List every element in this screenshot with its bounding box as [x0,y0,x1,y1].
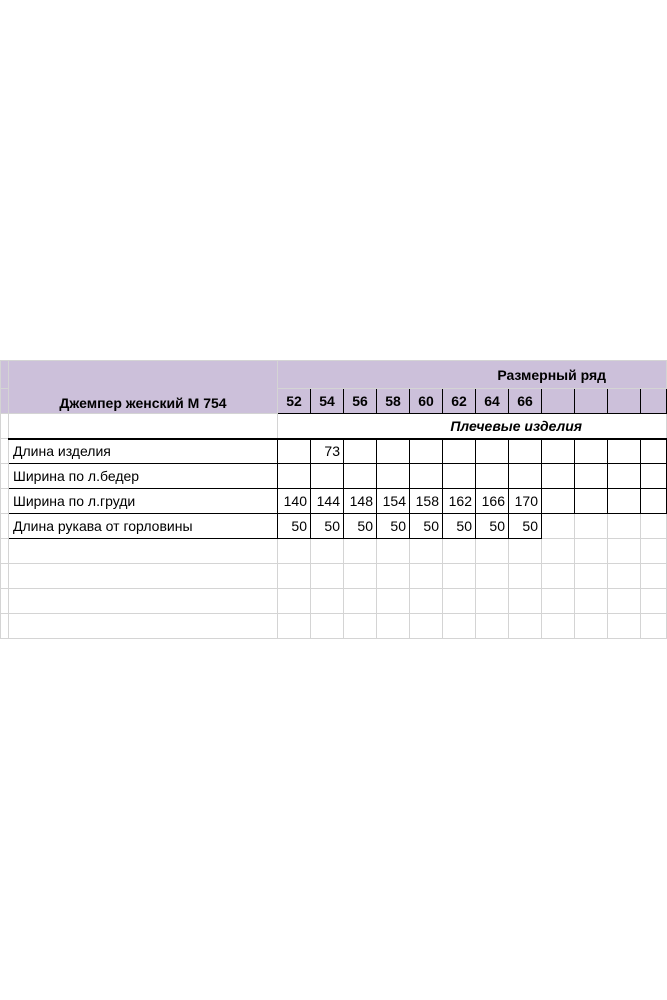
value-cell[interactable] [608,489,641,514]
cell[interactable] [641,564,667,589]
value-cell[interactable] [476,489,509,514]
value-cell[interactable] [542,439,575,464]
cell[interactable] [9,564,278,589]
size-value: 54 [319,393,335,409]
value-cell[interactable] [443,464,476,489]
value-cell[interactable] [575,464,608,489]
size-cell-empty[interactable] [575,389,608,414]
cell[interactable] [1,614,9,639]
value-cell[interactable] [311,464,344,489]
value-cell[interactable] [641,464,667,489]
size-cell-empty[interactable] [542,389,575,414]
cell[interactable] [608,614,641,639]
value-cell[interactable] [377,439,410,464]
cell[interactable] [443,564,476,589]
value-cell[interactable] [344,439,377,464]
cell[interactable] [542,614,575,639]
value-cell[interactable] [344,489,377,514]
value: 73 [324,443,340,460]
value: 158 [415,493,439,509]
value: 154 [382,493,406,509]
cell[interactable] [641,514,667,539]
product-label-cell[interactable] [9,361,278,414]
size-cell-empty[interactable] [608,389,641,414]
cell[interactable] [377,614,410,639]
cell[interactable] [641,614,667,639]
value-cell[interactable] [608,464,641,489]
cell[interactable] [476,564,509,589]
size-chart-table [0,360,667,639]
cell[interactable] [608,564,641,589]
cell[interactable] [278,539,311,564]
value: 148 [349,493,373,509]
cell[interactable] [410,539,443,564]
empty-row [1,614,667,639]
value: 50 [357,518,373,534]
table-row [1,439,667,464]
row-label: Длина изделия [13,443,111,460]
cell[interactable] [278,589,311,614]
size-cell[interactable] [278,389,311,414]
value-cell[interactable] [377,514,410,539]
value: 50 [456,518,472,534]
cell[interactable] [1,361,9,389]
size-range-title-cell[interactable] [278,361,667,389]
cell[interactable] [377,564,410,589]
value: 144 [316,493,340,509]
size-value: 56 [352,393,368,409]
category-cell[interactable] [278,414,667,439]
cell[interactable] [410,614,443,639]
cell[interactable] [476,539,509,564]
cell[interactable] [344,564,377,589]
value: 50 [291,518,307,534]
size-range-title: Размерный ряд [497,366,607,383]
row-label-cell[interactable] [9,514,278,539]
row-label-cell[interactable] [9,464,278,489]
cell[interactable] [1,539,9,564]
value-cell[interactable] [278,514,311,539]
cell[interactable] [344,614,377,639]
cell[interactable] [476,614,509,639]
value-cell[interactable] [575,489,608,514]
cell[interactable] [542,589,575,614]
cell[interactable] [410,564,443,589]
value-cell[interactable] [575,439,608,464]
value: 50 [390,518,406,534]
cell[interactable] [344,589,377,614]
cell[interactable] [1,514,9,539]
cell[interactable] [443,614,476,639]
size-cell[interactable] [509,389,542,414]
cell[interactable] [1,564,9,589]
value-cell[interactable] [476,514,509,539]
row-label: Длина рукава от горловины [13,518,193,534]
size-value: 64 [484,393,500,409]
category-label: Плечевые изделия [450,417,583,434]
size-value: 66 [517,393,533,409]
cell[interactable] [311,589,344,614]
value: 140 [283,493,307,509]
empty-row [1,564,667,589]
value-cell[interactable] [278,489,311,514]
value-cell[interactable] [509,514,542,539]
size-cell[interactable] [377,389,410,414]
size-value: 52 [286,393,302,409]
cell[interactable] [608,539,641,564]
value-cell[interactable] [410,439,443,464]
cell[interactable] [575,589,608,614]
value-cell[interactable] [443,514,476,539]
cell[interactable] [608,514,641,539]
cell[interactable] [575,539,608,564]
value-cell[interactable] [410,464,443,489]
cell[interactable] [9,414,278,439]
size-cell[interactable] [344,389,377,414]
value-cell[interactable] [509,439,542,464]
size-cell[interactable] [476,389,509,414]
cell[interactable] [410,589,443,614]
value-cell[interactable] [344,464,377,489]
spreadsheet-area [0,360,667,642]
value-cell[interactable] [641,439,667,464]
cell[interactable] [377,589,410,614]
table-row [1,514,667,539]
cell[interactable] [476,589,509,614]
table-row [1,464,667,489]
cell[interactable] [443,539,476,564]
cell[interactable] [1,414,9,439]
row-label-cell[interactable] [9,439,278,464]
category-row [1,414,667,439]
cell[interactable] [9,589,278,614]
size-value: 62 [451,393,467,409]
size-cell[interactable] [311,389,344,414]
size-cell[interactable] [410,389,443,414]
cell[interactable] [509,614,542,639]
cell[interactable] [1,489,9,514]
value: 50 [423,518,439,534]
size-value: 60 [418,393,434,409]
value-cell[interactable] [311,439,344,464]
value-cell[interactable] [344,514,377,539]
cell[interactable] [1,439,9,464]
cell[interactable] [1,589,9,614]
cell[interactable] [311,614,344,639]
cell[interactable] [542,564,575,589]
cell[interactable] [641,539,667,564]
value-cell[interactable] [311,514,344,539]
cell[interactable] [344,539,377,564]
value-cell[interactable] [377,489,410,514]
cell[interactable] [1,464,9,489]
cell[interactable] [575,514,608,539]
cell[interactable] [278,564,311,589]
row-label-cell[interactable] [9,489,278,514]
size-value: 58 [385,393,401,409]
cell[interactable] [311,539,344,564]
row-label: Ширина по л.груди [13,493,136,509]
cell[interactable] [575,614,608,639]
value: 166 [481,493,505,509]
value: 50 [489,518,505,534]
cell[interactable] [9,614,278,639]
value: 50 [522,518,538,534]
value-cell[interactable] [641,489,667,514]
value-cell[interactable] [542,464,575,489]
cell[interactable] [443,589,476,614]
empty-row [1,539,667,564]
row-label: Ширина по л.бедер [13,468,140,484]
value-cell[interactable] [509,464,542,489]
size-cell-empty[interactable] [641,389,667,414]
cell[interactable] [542,539,575,564]
value: 50 [324,518,340,534]
cell[interactable] [509,589,542,614]
value-cell[interactable] [311,489,344,514]
value-cell[interactable] [410,489,443,514]
value-cell[interactable] [509,489,542,514]
value-cell[interactable] [410,514,443,539]
cell[interactable] [509,564,542,589]
value-cell[interactable] [377,464,410,489]
cell[interactable] [608,589,641,614]
empty-row [1,589,667,614]
value-cell[interactable] [443,439,476,464]
value-cell[interactable] [278,464,311,489]
size-cell[interactable] [443,389,476,414]
value-cell[interactable] [476,439,509,464]
product-label: Джемпер женский М 754 [59,395,227,411]
value-cell[interactable] [608,439,641,464]
value-cell[interactable] [542,489,575,514]
cell[interactable] [377,539,410,564]
cell[interactable] [575,564,608,589]
cell[interactable] [311,564,344,589]
value: 162 [448,493,472,509]
cell[interactable] [278,614,311,639]
cell[interactable] [509,539,542,564]
value-cell[interactable] [278,439,311,464]
value-cell[interactable] [476,464,509,489]
cell[interactable] [1,389,9,414]
cell[interactable] [9,539,278,564]
header-row-title [1,361,667,389]
cell[interactable] [641,589,667,614]
value-cell[interactable] [443,489,476,514]
cell[interactable] [542,514,575,539]
value: 170 [514,493,538,509]
table-row [1,489,667,514]
